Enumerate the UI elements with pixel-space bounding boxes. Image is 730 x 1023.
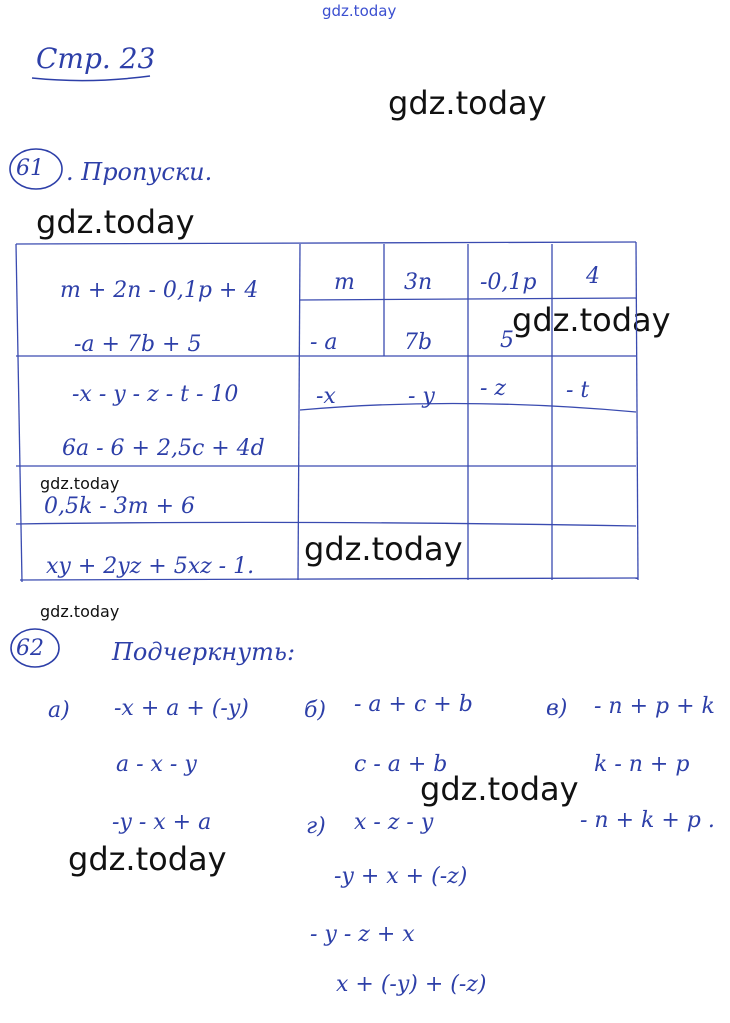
table-row-2-c3: 5 xyxy=(500,328,514,353)
part-b-line-1: - a + c + b xyxy=(354,692,473,717)
task-62-title: Подчеркнуть: xyxy=(112,638,296,666)
watermark-top: gdz.today xyxy=(322,2,397,20)
part-a-line-2: a - x - y xyxy=(116,752,197,777)
watermark: gdz.today xyxy=(420,770,579,808)
table-row-4-expr: 6a - 6 + 2,5c + 4d xyxy=(62,436,265,461)
part-g-line-3: - y - z + x xyxy=(310,922,415,947)
part-g-line-4: x + (-y) + (-z) xyxy=(336,972,487,997)
watermark: gdz.today xyxy=(304,530,463,568)
table-row-1-c1: m xyxy=(334,270,355,295)
part-v-label: в) xyxy=(546,696,568,721)
table-row-2-c1: - a xyxy=(310,330,338,355)
table-row-3-c2: - y xyxy=(408,384,435,409)
task-62-number: 62 xyxy=(16,636,44,661)
part-a-line-1: -x + a + (-y) xyxy=(114,696,249,721)
watermark: gdz.today xyxy=(40,474,120,493)
watermark: gdz.today xyxy=(388,84,547,122)
table-row-3-expr: -x - y - z - t - 10 xyxy=(72,382,239,407)
table-row-1-c3: -0,1p xyxy=(480,270,537,295)
table-row-3-c3: - z xyxy=(480,376,507,401)
watermark: gdz.today xyxy=(36,203,195,241)
task-61-number: 61 xyxy=(16,156,44,181)
page-label: Стр. 23 xyxy=(36,42,156,75)
table-row-6-expr: xy + 2yz + 5xz - 1. xyxy=(46,554,255,579)
table-row-3-c4: - t xyxy=(566,378,590,403)
part-a-label: а) xyxy=(48,698,70,723)
part-b-line-2: c - a + b xyxy=(354,752,448,777)
table-row-1-c2: 3n xyxy=(404,270,433,295)
table-row-2-expr: -a + 7b + 5 xyxy=(74,332,202,357)
part-b-label: б) xyxy=(304,698,327,723)
watermark: gdz.today xyxy=(68,840,227,878)
watermark: gdz.today xyxy=(512,301,671,339)
table-row-5-expr: 0,5k - 3m + 6 xyxy=(44,494,196,519)
table-row-2-c2: 7b xyxy=(404,330,433,355)
part-v-line-2: k - n + p xyxy=(594,752,690,777)
part-g-line-2: -y + x + (-z) xyxy=(334,864,468,889)
part-g-label: г) xyxy=(306,814,326,839)
table-row-3-c1: -x xyxy=(316,384,336,409)
table-row-1-c4: 4 xyxy=(586,264,600,289)
part-v-line-3: - n + k + p . xyxy=(580,808,715,833)
table-row-1-expr: m + 2n - 0,1p + 4 xyxy=(60,278,259,303)
watermark: gdz.today xyxy=(40,602,120,621)
part-a-line-3: -y - x + a xyxy=(112,810,212,835)
part-v-line-1: - n + p + k xyxy=(594,694,715,719)
part-g-line-1: x - z - y xyxy=(354,810,434,835)
task-61-title: . Пропуски. xyxy=(66,158,213,186)
